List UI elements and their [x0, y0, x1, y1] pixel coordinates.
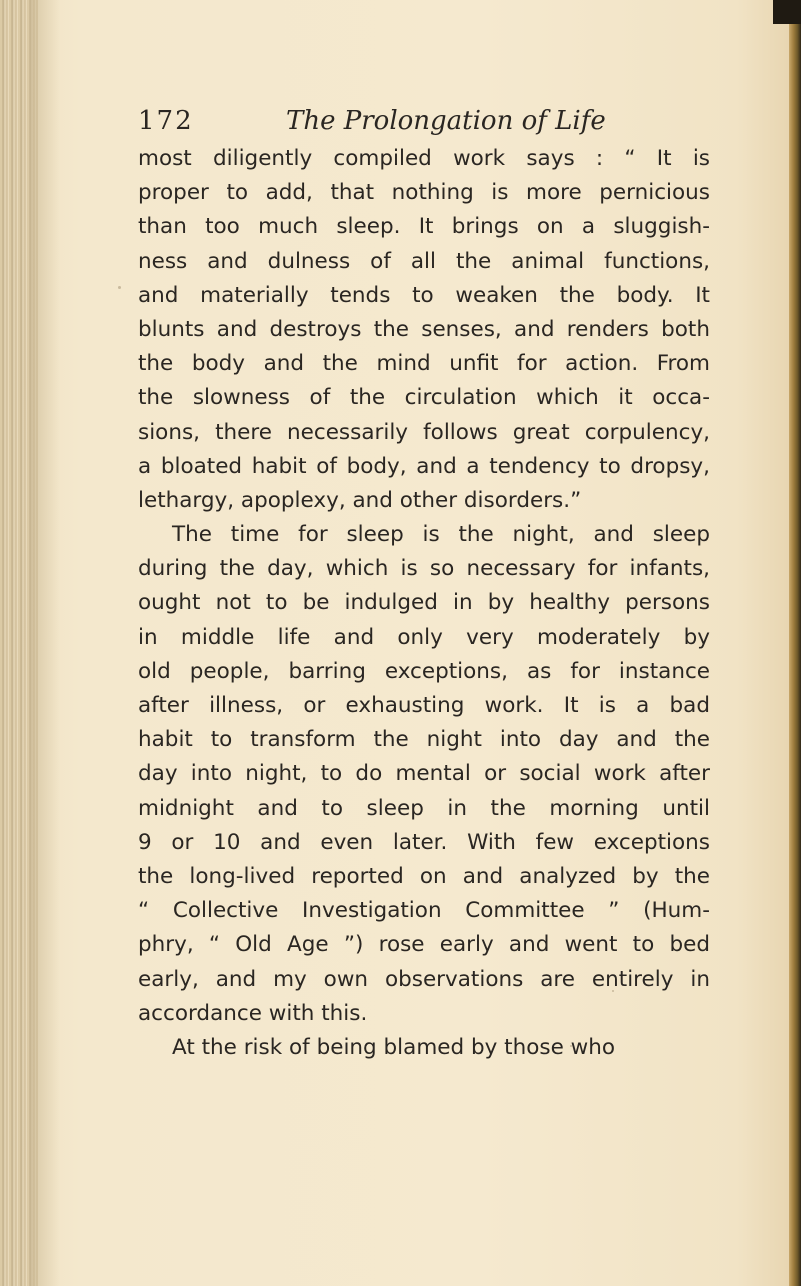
- text-line: habit to transform the night into day and the: [138, 727, 710, 753]
- text-line: the long-lived reported on and analyzed by the: [138, 863, 710, 889]
- text-line: a bloated habit of body, and a tendency to dropsy,: [138, 453, 710, 479]
- text-line: lethargy, apoplexy, and other disorders.”: [138, 487, 582, 513]
- text-line: proper to add, that nothing is more pernicious: [138, 180, 710, 206]
- text-line: early, and my own observations are entirely in: [138, 966, 710, 992]
- page-edge-right: [789, 0, 801, 1286]
- running-title: The Prolongation of Life: [286, 106, 606, 136]
- text-line: blunts and destroys the senses, and renders both: [138, 316, 710, 342]
- page-corner-shadow: [773, 0, 801, 24]
- text-line: phry, “ Old Age ”) rose early and went to bed: [138, 932, 710, 958]
- text-line: accordance with this.: [138, 1000, 368, 1026]
- text-line: in middle life and only very moderately by: [138, 624, 710, 650]
- text-line: The time for sleep is the night, and sleep: [172, 522, 710, 548]
- text-line: At the risk of being blamed by those who: [172, 1034, 616, 1060]
- text-line: midnight and to sleep in the morning until: [138, 795, 710, 821]
- text-line: ness and dulness of all the animal functions,: [138, 248, 710, 274]
- text-line: the body and the mind unfit for action. From: [138, 351, 710, 377]
- page-number: 172: [138, 106, 194, 136]
- text-line: after illness, or exhausting work. It is a bad: [138, 693, 710, 718]
- text-line: and materially tends to weaken the body. It: [138, 282, 710, 308]
- text-line: 9 or 10 and even later. With few exceptions: [138, 829, 710, 855]
- text-line: old people, barring exceptions, as for instance: [138, 658, 710, 684]
- text-line: day into night, to do mental or social work after: [138, 761, 710, 787]
- text-line: “ Collective Investigation Committee ” (Hum-: [138, 898, 710, 924]
- text-line: sions, there necessarily follows great corpulency,: [138, 419, 710, 445]
- running-header: [138, 106, 738, 146]
- paper-speck: [118, 286, 121, 289]
- text-line: the slowness of the circulation which it occa-: [138, 385, 710, 411]
- text-line: most diligently compiled work says : “ It is: [138, 146, 710, 171]
- gutter-shadow: [30, 0, 60, 1286]
- text-line: during the day, which is so necessary for infants,: [138, 556, 710, 582]
- body-text: [138, 142, 710, 1065]
- text-line: ought not to be indulged in by healthy persons: [138, 590, 710, 616]
- text-line: than too much sleep. It brings on a sluggish-: [138, 214, 710, 240]
